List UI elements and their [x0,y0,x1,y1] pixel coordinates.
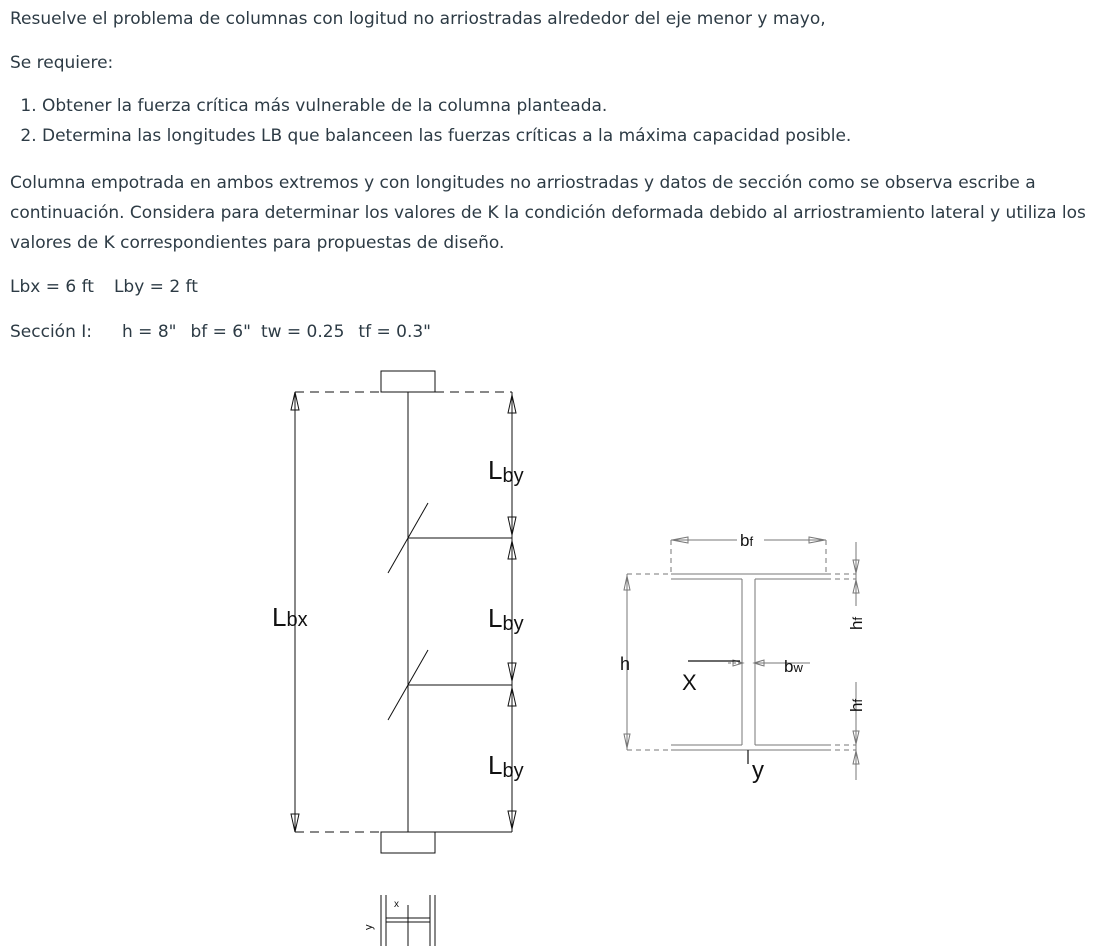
x-axis-label: X [682,670,697,695]
lbx-value: Lbx = 6 ft [10,277,94,297]
hf-label-top: hf [847,616,866,630]
bw-label: bw [784,657,803,676]
bottom-plate [381,832,435,853]
h-label: h [620,654,631,674]
section-tf: tf = 0.3" [358,322,431,342]
lbx-label: Lbx [272,602,308,632]
lby-label-bottom: Lby [488,750,524,782]
section-h: h = 8" [122,322,177,342]
bf-label: bf [740,531,754,550]
y-axis-label: y [752,757,764,784]
section-tw: tw = 0.25 [260,322,345,342]
requirement-item: 2. Determina las longitudes LB que balanceen las fuerzas críticas a la máxima capacidad posible. [42,121,851,151]
small-y-label: y [363,924,375,930]
small-i-section-icon [381,895,435,946]
requirement-item: 1. Obtener la fuerza crítica más vulnerable de la columna planteada. [42,91,851,121]
small-x-label: x [394,899,399,910]
section-label: Sección I: [10,322,92,342]
lby-label-top: Lby [488,455,524,487]
requires-label: Se requiere: [10,53,114,73]
lby-value: Lby = 2 ft [113,277,198,297]
lby-label-middle: Lby [488,603,524,635]
i-section [624,537,859,780]
description-text: Columna empotrada en ambos extremos y con longitudes no arriostradas y datos de sección como se observa escribe a continuación. Considera para determinar los valores de K la condición deformada debido al arriostramiento lateral y utiliza los valores de K correspondientes para propuestas de diseño. [10,173,1086,253]
section-bf: bf = 6" [190,322,251,342]
intro-text: Resuelve el problema de columnas con logitud no arriostradas alrededor del eje menor y mayo, [10,9,826,29]
top-plate [381,371,435,392]
hf-label-bottom: hf [847,698,866,712]
